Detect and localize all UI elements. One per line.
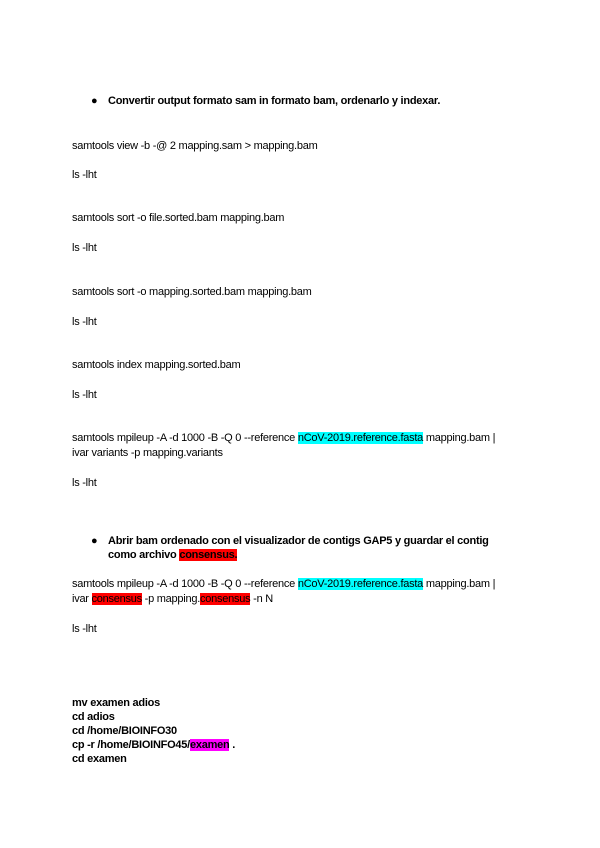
highlight-consensus: consensus — [200, 593, 251, 605]
command-text: samtools mpileup -A -d 1000 -B -Q 0 --reference — [72, 432, 298, 444]
highlight-examen: examen — [189, 739, 230, 751]
section2-heading-line1: Abrir bam ordenado con el visualizador de contigs GAP5 y guardar el contig — [108, 535, 489, 547]
command-mpileup-variants-line1 — [72, 431, 495, 445]
command-samtools-sort-1: samtools sort -o file.sorted.bam mapping.bam — [72, 212, 285, 224]
command-samtools-sort-2: samtools sort -o mapping.sorted.bam mapping.bam — [72, 286, 312, 298]
command-ls-6: ls -lht — [72, 623, 97, 635]
section1-heading: Convertir output formato sam in formato bam, ordenarlo y indexar. — [108, 95, 441, 107]
command-ls-4: ls -lht — [72, 389, 97, 401]
command-cd-examen: cd examen — [72, 753, 127, 765]
bullet-icon: ● — [91, 95, 98, 107]
command-ls-2: ls -lht — [72, 242, 97, 254]
highlight-reference-file: nCoV-2019.reference.fasta — [297, 432, 424, 444]
command-mpileup-consensus-line1 — [72, 577, 495, 591]
command-ls-5: ls -lht — [72, 477, 97, 489]
bullet-icon: ● — [91, 535, 98, 547]
heading-text: como archivo — [108, 549, 180, 561]
command-samtools-index: samtools index mapping.sorted.bam — [72, 359, 241, 371]
command-ls-1: ls -lht — [72, 169, 97, 181]
command-cd-home: cd /home/BIOINFO30 — [72, 725, 177, 737]
command-mpileup-variants-line2: ivar variants -p mapping.variants — [72, 447, 223, 459]
command-mpileup-consensus-line2 — [72, 592, 273, 606]
highlight-consensus: consensus — [91, 593, 142, 605]
command-ls-3: ls -lht — [72, 316, 97, 328]
section2-heading-line2 — [108, 548, 237, 563]
highlight-reference-file: nCoV-2019.reference.fasta — [297, 578, 424, 590]
command-text: mapping.bam | — [423, 432, 496, 444]
command-text: -p mapping. — [141, 593, 201, 605]
command-mv: mv examen adios — [72, 697, 160, 709]
command-text: -n N — [250, 593, 273, 605]
highlight-consensus: consensus. — [179, 549, 238, 561]
command-text: samtools mpileup -A -d 1000 -B -Q 0 --reference — [72, 578, 298, 590]
command-cp — [72, 738, 235, 752]
command-cd-adios: cd adios — [72, 711, 115, 723]
command-text: ivar — [72, 593, 92, 605]
command-text: . — [229, 739, 236, 751]
command-samtools-view: samtools view -b -@ 2 mapping.sam > mapping.bam — [72, 140, 318, 152]
command-text: cp -r /home/BIOINFO45/ — [72, 739, 190, 751]
command-text: mapping.bam | — [423, 578, 496, 590]
